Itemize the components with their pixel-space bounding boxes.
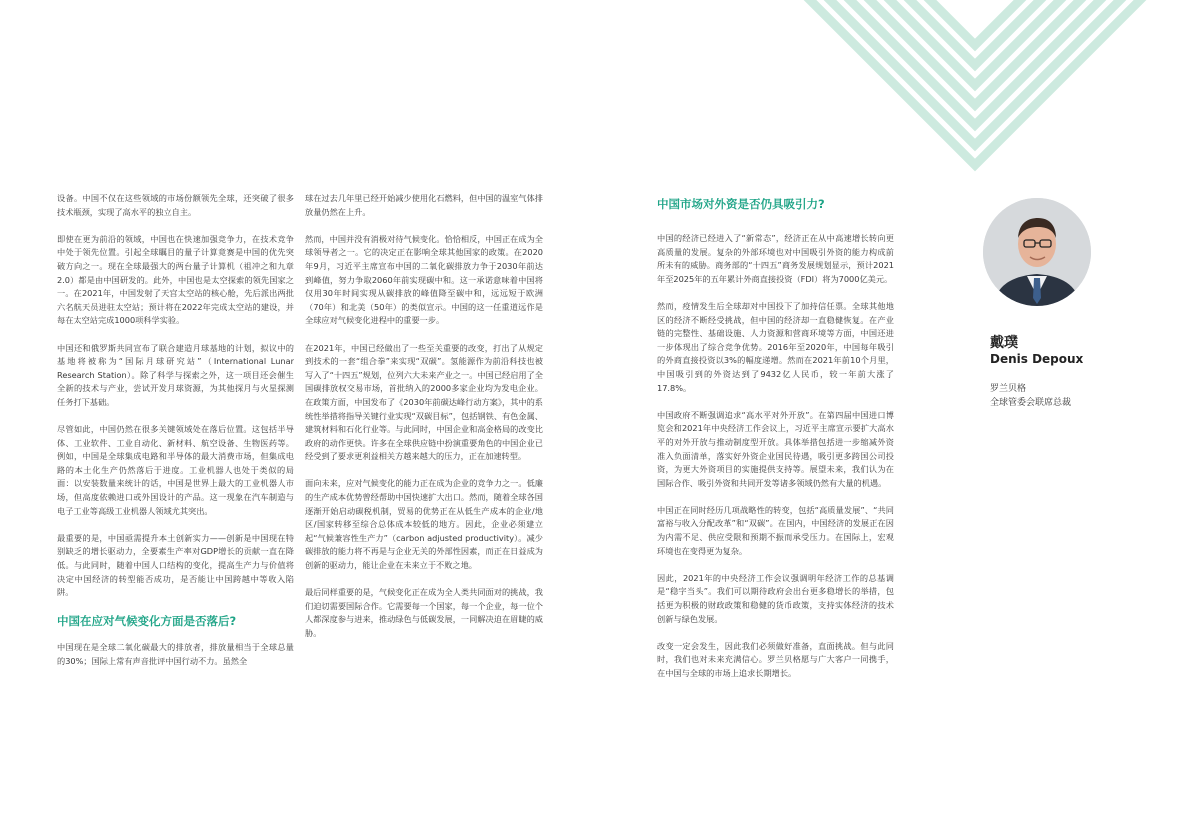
paragraph: 最重要的是，中国亟需提升本土创新实力——创新是中国现在特别缺乏的增长驱动力，全要素生产率对GDP增长的贡献一直在降低。与此同时，随着中国人口结构的变化，提高生产力与价值将决定中国经济的转型能否成功，是否能让中国跨越中等收入陷阱。 <box>57 532 294 598</box>
paragraph: 球在过去几年里已经开始减少使用化石燃料，但中国的温室气体排放量仍然在上升。 <box>305 193 543 217</box>
paragraph: 最后同样重要的是，气候变化正在成为全人类共同面对的挑战，我们迫切需要国际合作。它需要每一个国家，每一个企业，每一位个人都深度参与进来，推动绿色与低碳发展，一同解决迫在眉睫的威胁。 <box>305 587 543 638</box>
author-name-english: Denis Depoux <box>990 352 1084 366</box>
author-name-chinese: 戴璞 <box>990 335 1018 351</box>
paragraph: 尽管如此，中国仍然在很多关键领域处在落后位置。这包括半导体、工业软件、工业自动化、新材料、航空设备、生物医药等。例如，中国是全球集成电路和半导体的最大消费市场，但集成电路的本土化生产仍然落后于进度。工业机器人也处于类似的局面：以安装数量来统计的话，中国是世界上最大的工业机器人市场，但高度依赖进口或外国设计的产品。这一现象在汽车制造与电子工业等高级工业机器人领域尤其突出。 <box>57 424 294 516</box>
paragraph: 中国现在是全球二氧化碳最大的排放者，排放量相当于全球总量的30%；国际上常有声音批评中国行动不力。虽然全 <box>57 642 294 666</box>
author-company: 罗兰贝格 <box>990 384 1027 394</box>
paragraph: 中国还和俄罗斯共同宣布了联合建造月球基地的计划，拟议中的基地将被称为“国际月球研究站”（International Lunar Research Station）。除了科学与探索之外，这一项目还会催生全新的技术与产业，尝试开发月球资源，为其他探月与火星探测任务打下基础。 <box>57 342 294 407</box>
paragraph: 然而，疫情发生后全球却对中国投下了加持信任票。全球其他地区的经济不断经受挑战，但中国的经济却一直稳健恢复。在产业链的完整性、基础设施、人力资源和营商环境等方面，中国还进一步体现出了综合竞争优势。2016年至2020年，中国每年吸引的外商直接投资以3%的幅度递增。然而在2021年前10个月里，中国吸引到的外资达到了9432亿人民币，较一年前大涨了17.8%。 <box>657 300 894 393</box>
section-heading-foreign-investment: 中国市场对外资是否仍具吸引力? <box>657 197 825 211</box>
text-column-1 <box>57 192 294 682</box>
chevron-pattern-decoration <box>790 0 1200 180</box>
paragraph: 改变一定会发生，因此我们必须做好准备，直面挑战。但与此同时，我们也对未来充满信心。罗兰贝格愿与广大客户一同携手，在中国与全球的市场上追求长期增长。 <box>657 640 894 678</box>
paragraph: 中国正在同时经历几项战略性的转变，包括“高质量发展”、“共同富裕与收入分配改革”和“双碳”。在国内，中国经济的发展正在因为内需不足、供应受限和预期不振而承受压力。在国际上，宏观环境也在变得更为复杂。 <box>657 504 894 556</box>
author-title: 全球管委会联席总裁 <box>990 398 1072 408</box>
portrait-illustration <box>983 198 1091 306</box>
paragraph: 中国政府不断强调追求“高水平对外开放”。在第四届中国进口博览会和2021年中央经济工作会议上，习近平主席宣示要扩大高水平的对外开放与推动制度型开放。具体举措包括进一步缩减外资准入负面清单，落实好外资企业国民待遇，吸引更多跨国公司投资，为更大外资项目的实施提供支持等。展望未来，我们认为在国际合作、吸引外资和共同开发等诸多领域仍然有大量的机遇。 <box>657 409 894 488</box>
text-column-3 <box>657 196 894 694</box>
paragraph: 因此，2021年的中央经济工作会议强调明年经济工作的总基调是“稳字当头”。我们可以期待政府会出台更多稳增长的举措，包括更为积极的财政政策和稳健的货币政策，支持实体经济的技术创新与绿色发展。 <box>657 572 894 624</box>
author-portrait <box>983 198 1091 306</box>
paragraph: 然而，中国并没有消极对待气候变化。恰恰相反，中国正在成为全球领导者之一。它的决定正在影响全球其他国家的政策。在2020年9月，习近平主席宣布中国的二氧化碳排放力争于2030年前达到峰值，努力争取2060年前实现碳中和。这一承诺意味着中国将仅用30年时间实现从碳排放的峰值降至碳中和，远远短于欧洲（70年）和北美（50年）的类似宣示。中国的这一任重道远作是全球应对气候变化进程中的重要一步。 <box>305 233 543 326</box>
paragraph: 在2021年，中国已经做出了一些至关重要的改变，打出了从规定到技术的一套“组合拳”来实现“双碳”。氢能源作为前沿科技也被写入了“十四五”规划，位列六大未来产业之一。中国已经启用了全国碳排放权交易市场，首批纳入的2000多家企业均为发电企业。在政策方面，中国发布了《2030年前碳达峰行动方案》，其中的系统性举措将指导关键行业实现“双碳目标”，包括钢铁、有色金属、建筑材料和石化行业等。与此同时，中国企业和高金格局的改变比政府的动作更快。许多在全球供应链中扮演重要角色的中国企业已经受到了要求更利益相关方越来越大的压力，正在加速转型。 <box>305 342 543 462</box>
paragraph: 中国的经济已经进入了“新常态”，经济正在从中高速增长转向更高质量的发展。复杂的外部环境也对中国吸引外资的能力构成前所未有的威胁。商务部的“十四五”商务发展规划显示，预计2021年至2025年的五年累计外商直接投资（FDI）将为7000亿美元。 <box>657 233 894 284</box>
paragraph: 即使在更为前沿的领域，中国也在快速加强竞争力，在技术竞争中处于领先位置。引起全球瞩目的量子计算竟赛是中国的优先突破方向之一。现在全球最强大的两台量子计算机（祖冲之和九章2.0）都是由中国研发的。此外，中国也是太空探索的领先国家之一。在2021年，中国发射了天宫太空站的核心舱，先后派出两批六名航天员进驻太空站；预计将在2022年完成太空站的建设，并每在太空站完成1000项科学实验。 <box>57 233 294 326</box>
paragraph: 设备。中国不仅在这些领域的市场份额领先全球，还突破了很多技术瓶颈，实现了高水平的独立自主。 <box>57 193 294 217</box>
paragraph: 面向未来，应对气候变化的能力正在成为企业的竞争力之一。低廉的生产成本优势曾经帮助中国快速扩大出口。然而，随着全球各国逐渐开始启动碳税机制，贸易的优势正在从低生产成本的企业/地区/国家转移至综合总体成本较低的地方。因此，企业必须建立起“气候兼容性生产力”（carbon adjusted productivity）。减少碳排放的能力将不再是与企业无关的外部性因素，而正在日益成为创新的驱动力，能让企业在未来立于不败之地。 <box>305 478 543 571</box>
section-heading-climate: 中国在应对气候变化方面是否落后? <box>57 614 237 629</box>
text-column-2 <box>305 192 543 654</box>
